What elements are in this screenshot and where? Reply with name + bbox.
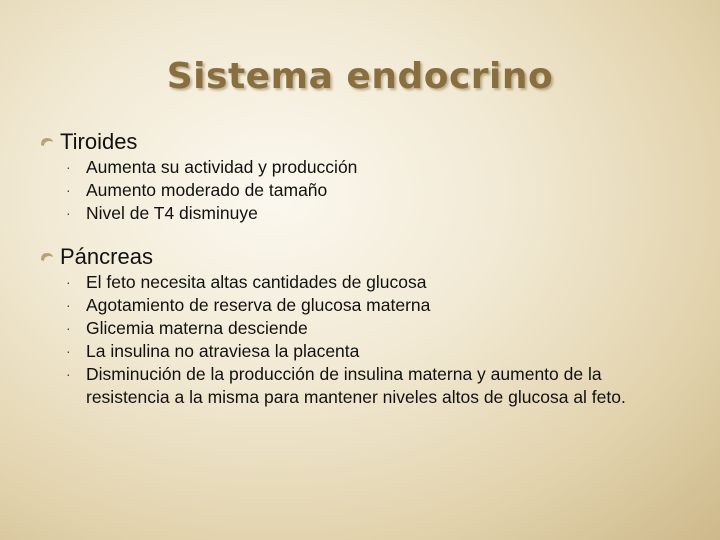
list-item: · Aumenta su actividad y producción (66, 157, 358, 177)
section-heading: Tiroides (40, 128, 690, 156)
list-item: · El feto necesita altas cantidades de glucosa (66, 272, 427, 292)
dot-bullet-icon: · (66, 159, 71, 175)
slide-content (40, 128, 690, 427)
dot-bullet-icon: · (66, 320, 71, 336)
dot-bullet-icon: · (66, 274, 71, 290)
list-item: · Glicemia materna desciende (66, 318, 308, 338)
list-item: · Disminución de la producción de insulina materna y aumento de la resistencia a la misma para mantener niveles altos de glucosa al feto. (66, 364, 626, 407)
list-item: · Aumento moderado de tamaño (66, 180, 328, 200)
list-item: · Agotamiento de reserva de glucosa materna (66, 295, 431, 315)
section-tiroides (40, 128, 690, 225)
curl-bullet-icon (40, 135, 54, 149)
list-item: · La insulina no atraviesa la placenta (66, 341, 360, 361)
section-heading: Páncreas (40, 243, 690, 271)
dot-bullet-icon: · (66, 343, 71, 359)
section-pancreas (40, 243, 690, 409)
dot-bullet-icon: · (66, 205, 71, 221)
dot-bullet-icon: · (66, 297, 71, 313)
slide-title: Sistema endocrino (166, 56, 554, 97)
list-item: · Nivel de T4 disminuye (66, 203, 258, 223)
dot-bullet-icon: · (66, 366, 71, 382)
curl-bullet-icon (40, 250, 54, 264)
dot-bullet-icon: · (66, 182, 71, 198)
